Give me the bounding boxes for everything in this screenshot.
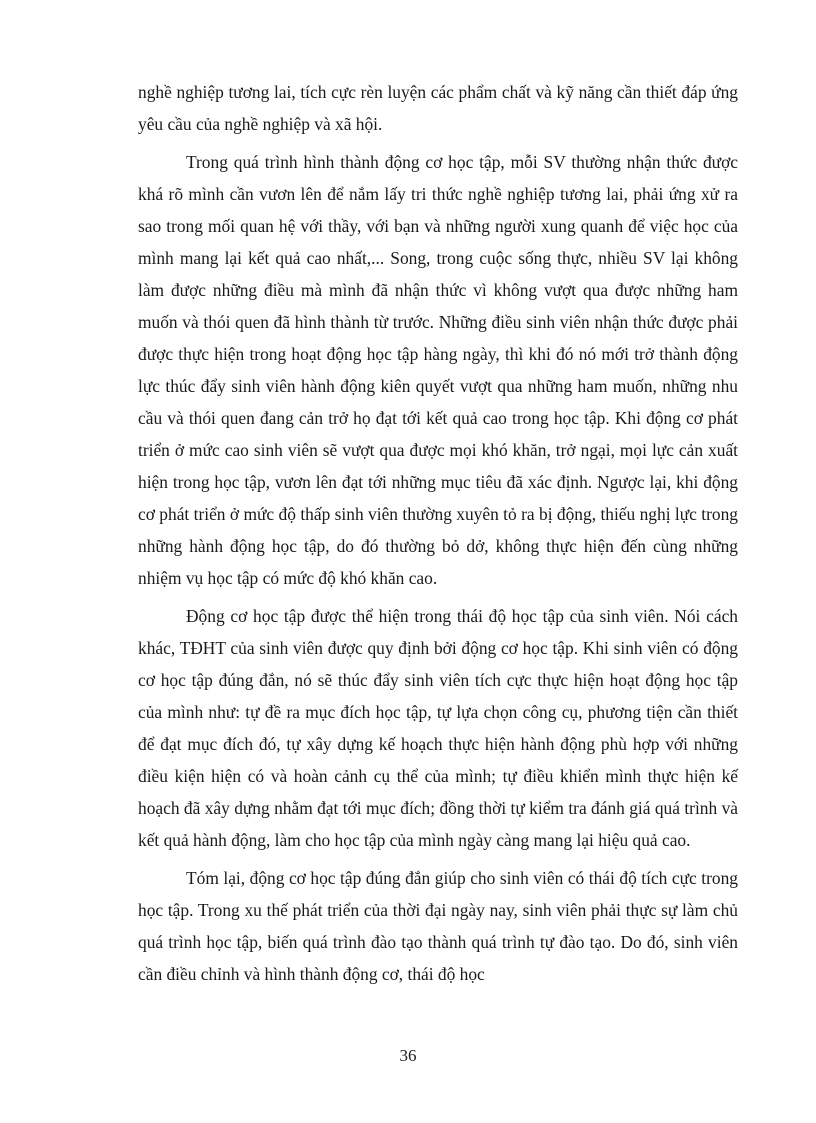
paragraph-motivation-attitude: Động cơ học tập được thể hiện trong thái độ học tập của sinh viên. Nói cách khác, TĐHT của sinh viên được quy định bởi động cơ học tập. Khi sinh viên có động cơ học tập đúng đắn, nó sẽ thúc đẩy sinh viên tích cực thực hiện hoạt động học tập của mình như: tự đề ra mục đích học tập, tự lựa chọn công cụ, phương tiện cần thiết để đạt mục đích đó, tự xây dựng kế hoạch thực hiện hành động phù hợp với những điều kiện hiện có và hoàn cảnh cụ thể của mình; tự điều khiển mình thực hiện kế hoạch đã xây dựng nhằm đạt tới mục đích; đồng thời tự kiểm tra đánh giá quá trình và kết quả hành động, làm cho học tập của mình ngày càng mang lại hiệu quả cao. [138, 606, 738, 850]
paragraph-motivation-awareness: Trong quá trình hình thành động cơ học tập, mỗi SV thường nhận thức được khá rõ mình cần vươn lên để nắm lấy tri thức nghề nghiệp tương lai, phải ứng xử ra sao trong mối quan hệ với thầy, với bạn và những người xung quanh để việc học của mình mang lại kết quả cao nhất,... Song, trong cuộc sống thực, nhiều SV lại không làm được những điều mà mình đã nhận thức vì không vượt qua được những ham muốn và thói quen đã hình thành từ trước. Những điều sinh viên nhận thức được phải được thực hiện trong hoạt động học tập hàng ngày, thì khi đó nó mới trở thành động lực thúc đẩy sinh viên hành động kiên quyết vượt qua những ham muốn, những nhu cầu và thói quen đang cản trở họ đạt tới kết quả cao trong học tập. Khi động cơ phát triển ở mức cao sinh viên sẽ vượt qua được mọi khó khăn, trở ngại, mọi lực cản xuất hiện trong học tập, vươn lên đạt tới những mục tiêu đã xác định. Ngược lại, khi động cơ phát triển ở mức độ thấp sinh viên thường xuyên tỏ ra bị động, thiếu nghị lực trong những hành động học tập, do đó thường bỏ dở, không thực hiện đến cùng những nhiệm vụ học tập có mức độ khó khăn cao. [138, 152, 738, 588]
paragraph-summary: Tóm lại, động cơ học tập đúng đắn giúp cho sinh viên có thái độ tích cực trong học tập. Trong xu thế phát triển của thời đại ngày nay, sinh viên phải thực sự làm chủ quá trình học tập, biến quá trình đào tạo thành quá trình tự đào tạo. Do đó, sinh viên cần điều chỉnh và hình thành động cơ, thái độ học [138, 868, 738, 984]
body-text [138, 76, 738, 996]
page-number: 36 [399, 1046, 417, 1065]
paragraph-continuation: nghề nghiệp tương lai, tích cực rèn luyện các phẩm chất và kỹ năng cần thiết đáp ứng yêu cầu của nghề nghiệp và xã hội. [138, 82, 738, 134]
